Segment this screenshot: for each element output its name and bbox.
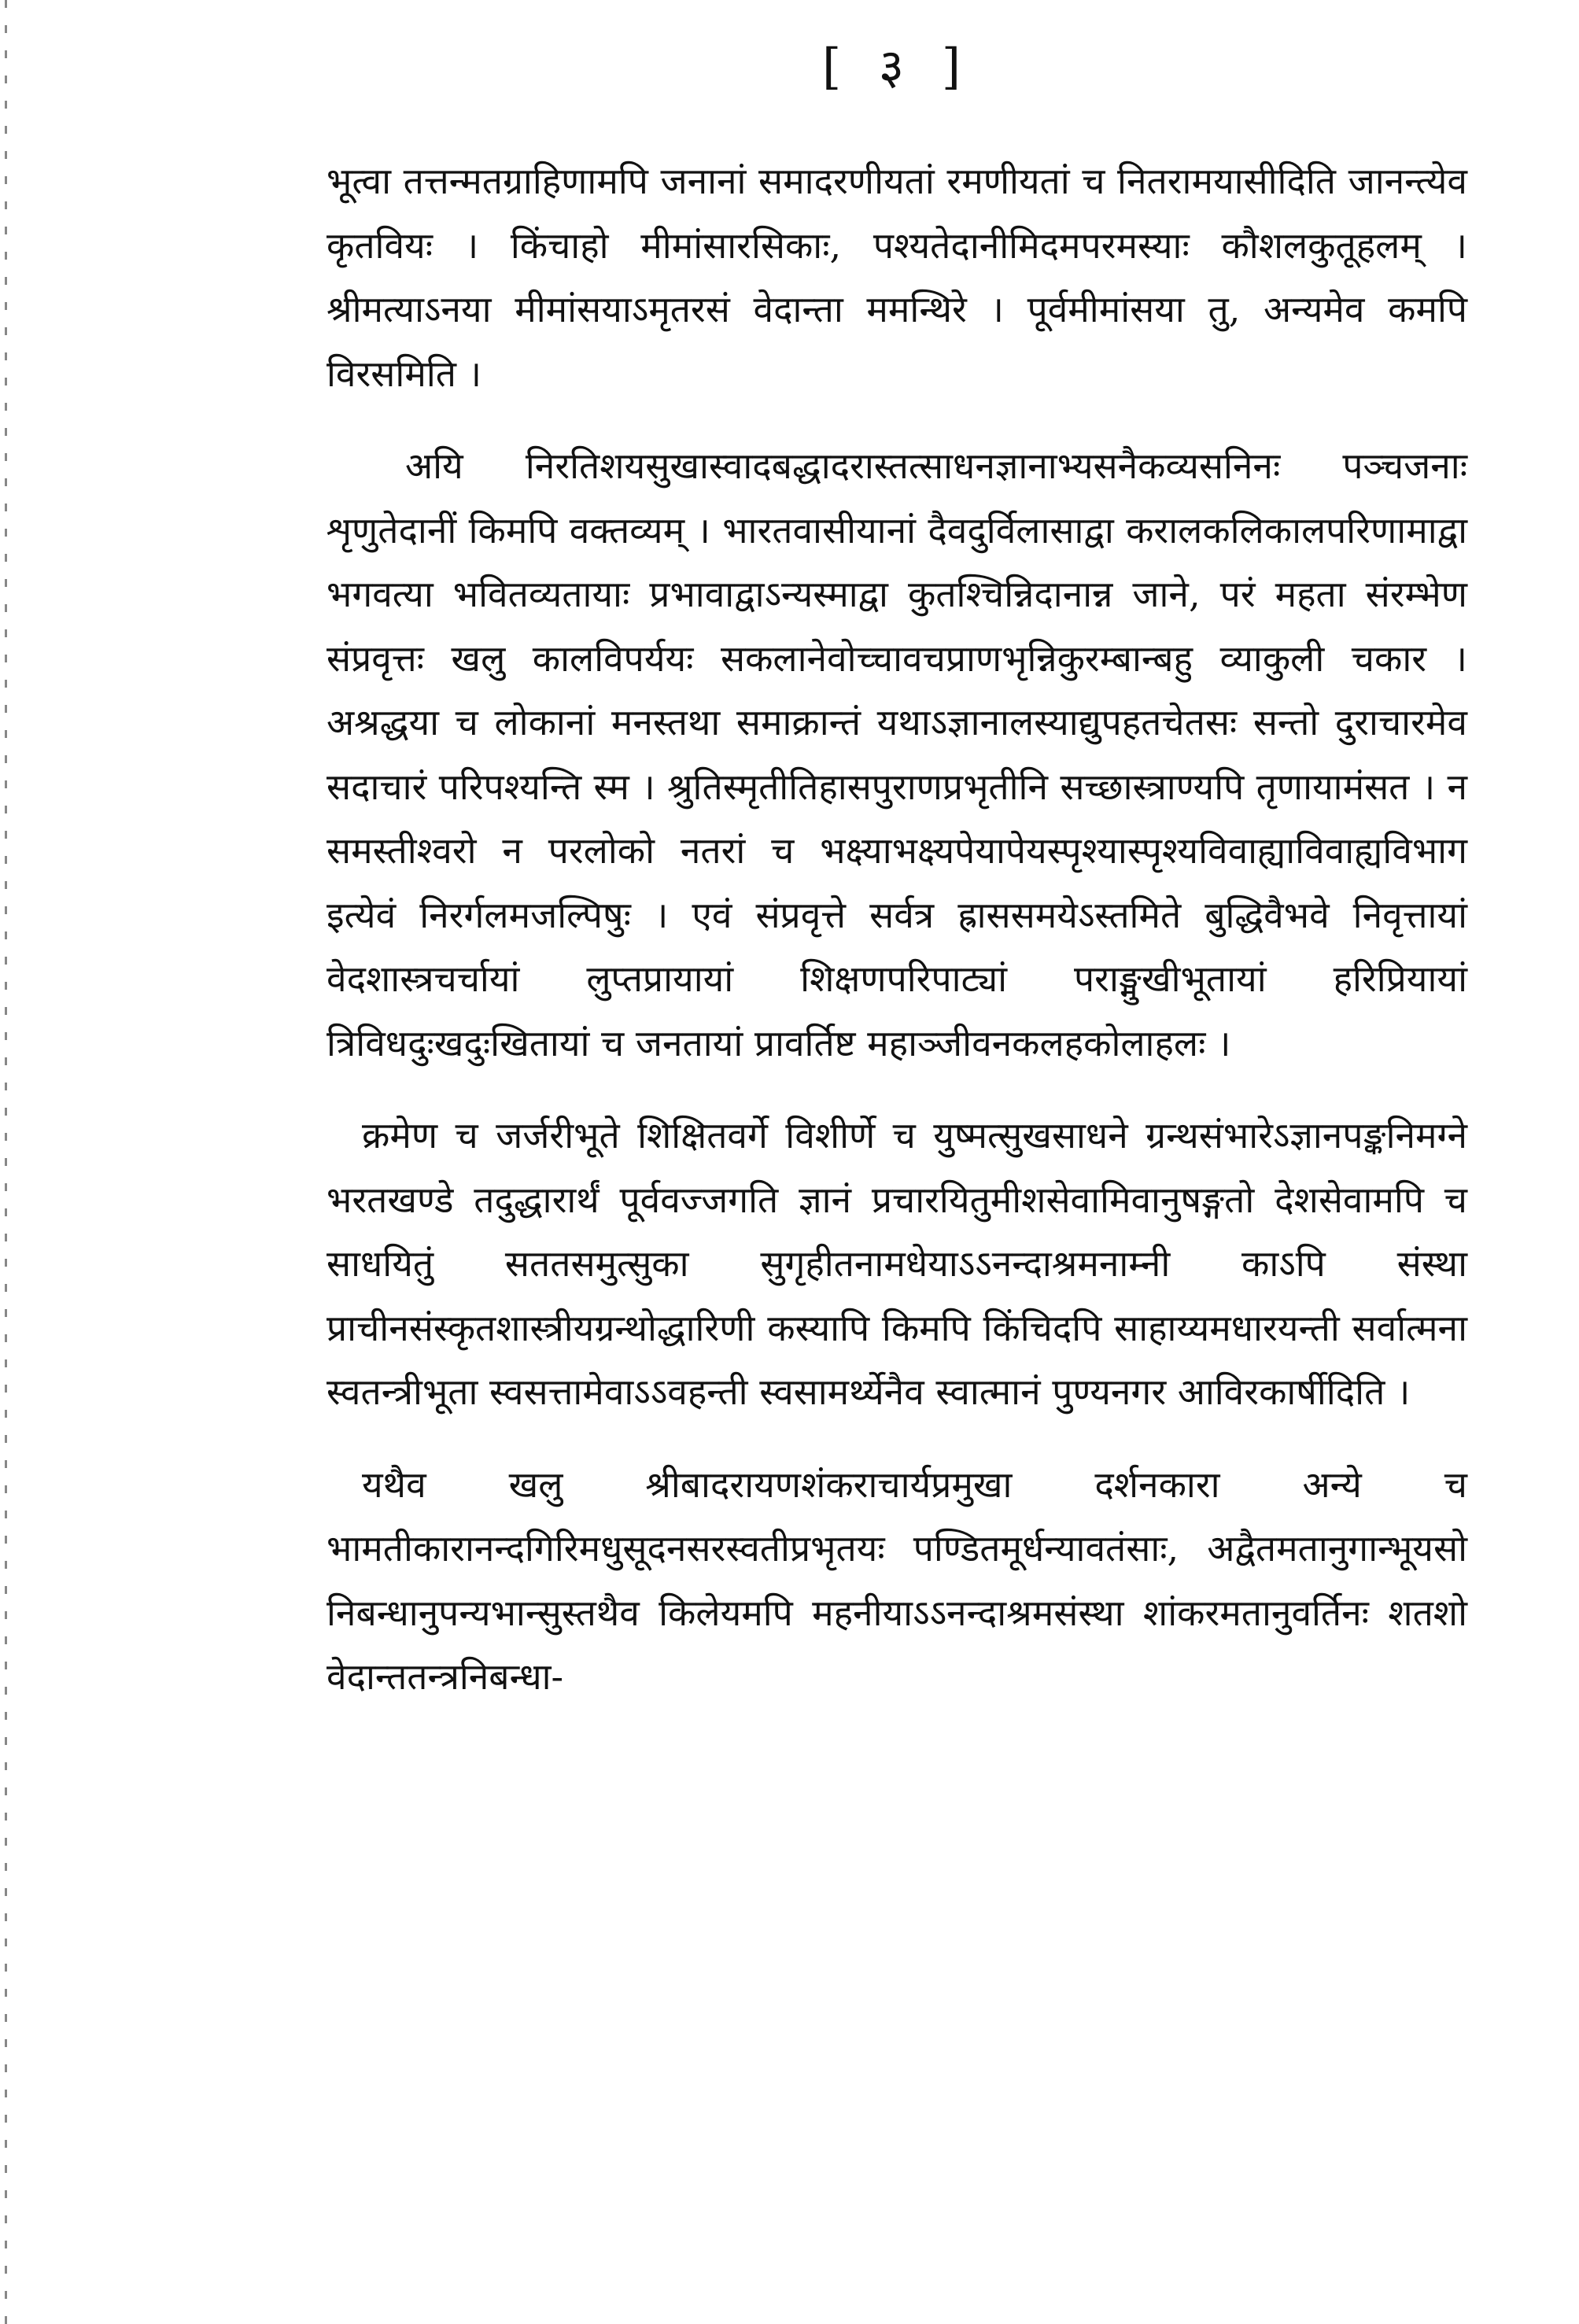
paragraph-4: यथैव खलु श्रीबादरायणशंकराचार्यप्रमुखा दर्शनकारा अन्ये च भामतीकारानन्दगिरिमधुसूदनसरस्वतीप्रभृतयः पण्डितमूर्धन्यावतंसाः, अद्वैतमतानुगान्भूयसो निबन्धानुपन्यभान्सुस्तथैव किलेयमपि महनीयाऽऽनन्दाश्रमसंस्था शांकरमतानुवर्तिनः शतशो वेदान्ततन्त्रनिबन्धा-: [326, 1463, 1467, 1698]
scan-margin-line: [5, 0, 7, 2324]
paragraph-1: भूत्वा तत्तन्मतग्राहिणामपि जनानां समादरणीयतां रमणीयतां च नितरामयासीदिति जानन्त्येव कृतवियः । किंचाहो मीमांसारसिकाः, पश्यतेदानीमिदमपरमस्याः कौशलकुतूहलम् । श्रीमत्याऽनया मीमांसयाऽमृतरसं वेदान्ता ममन्थिरे । पूर्वमीमांसया तु, अन्यमेव कमपि विरसमिति ।: [326, 160, 1467, 395]
paragraph-3: क्रमेण च जर्जरीभूते शिक्षितवर्गे विशीर्णे च युष्मत्सुखसाधने ग्रन्थसंभारेऽज्ञानपङ्कनिमग्ने भरतखण्डे तदुद्धारार्थं पूर्ववज्जगति ज्ञानं प्रचारयितुमीशसेवामिवानुषङ्गतो देशसेवामपि च साधयितुं सततसमुत्सुका सुगृहीतनामधेयाऽऽनन्दाश्रमनाम्नी काऽपि संस्था प्राचीनसंस्कृतशास्त्रीयग्रन्थोद्धारिणी कस्यापि किमपि किंचिदपि साहाय्यमधारयन्ती सर्वात्मना स्वतन्त्रीभूता स्वसत्तामेवाऽऽवहन्ती स्वसामर्थ्येनैव स्वात्मानं पुण्यनगर आविरकार्षीदिति ।: [326, 1114, 1467, 1413]
page-number: [ ३ ]: [821, 38, 972, 95]
paragraph-2: अयि निरतिशयसुखास्वादबद्धादरास्तत्साधनज्ञानाभ्यसनैकव्यसनिनः पञ्चजनाः शृणुतेदानीं किमपि वक्तव्यम् । भारतवासीयानां दैवदुर्विलासाद्वा करालकलिकालपरिणामाद्वा भगवत्या भवितव्यतायाः प्रभावाद्वाऽन्यस्माद्वा कुतश्चिन्निदानान्न जाने, परं महता संरम्भेण संप्रवृत्तः खलु कालविपर्ययः सकलानेवोच्चावचप्राणभृन्निकुरम्बान्बहु व्याकुली चकार । अश्रद्धया च लोकानां मनस्तथा समाक्रान्तं यथाऽज्ञानालस्याद्युपहतचेतसः सन्तो दुराचारमेव सदाचारं परिपश्यन्ति स्म । श्रुतिस्मृतीतिहासपुराणप्रभृतीनि सच्छास्त्राण्यपि तृणायामंसत । न समस्तीश्वरो न परलोको नतरां च भक्ष्याभक्ष्यपेयापेयस्पृश्यास्पृश्यविवाह्याविवाह्यविभाग इत्येवं निरर्गलमजल्पिषुः । एवं संप्रवृत्ते सर्वत्र ह्राससमयेऽस्तमिते बुद्धिवैभवे निवृत्तायां वेदशास्त्रचर्चायां लुप्तप्रायायां शिक्षणपरिपाट्यां पराङ्मुखीभूतायां हरिप्रियायां त्रिविधदुःखदुःखितायां च जनतायां प्रावर्तिष्ट महाञ्जीवनकलहकोलाहलः ।: [326, 445, 1467, 1064]
document-page: [326, 31, 1467, 1710]
